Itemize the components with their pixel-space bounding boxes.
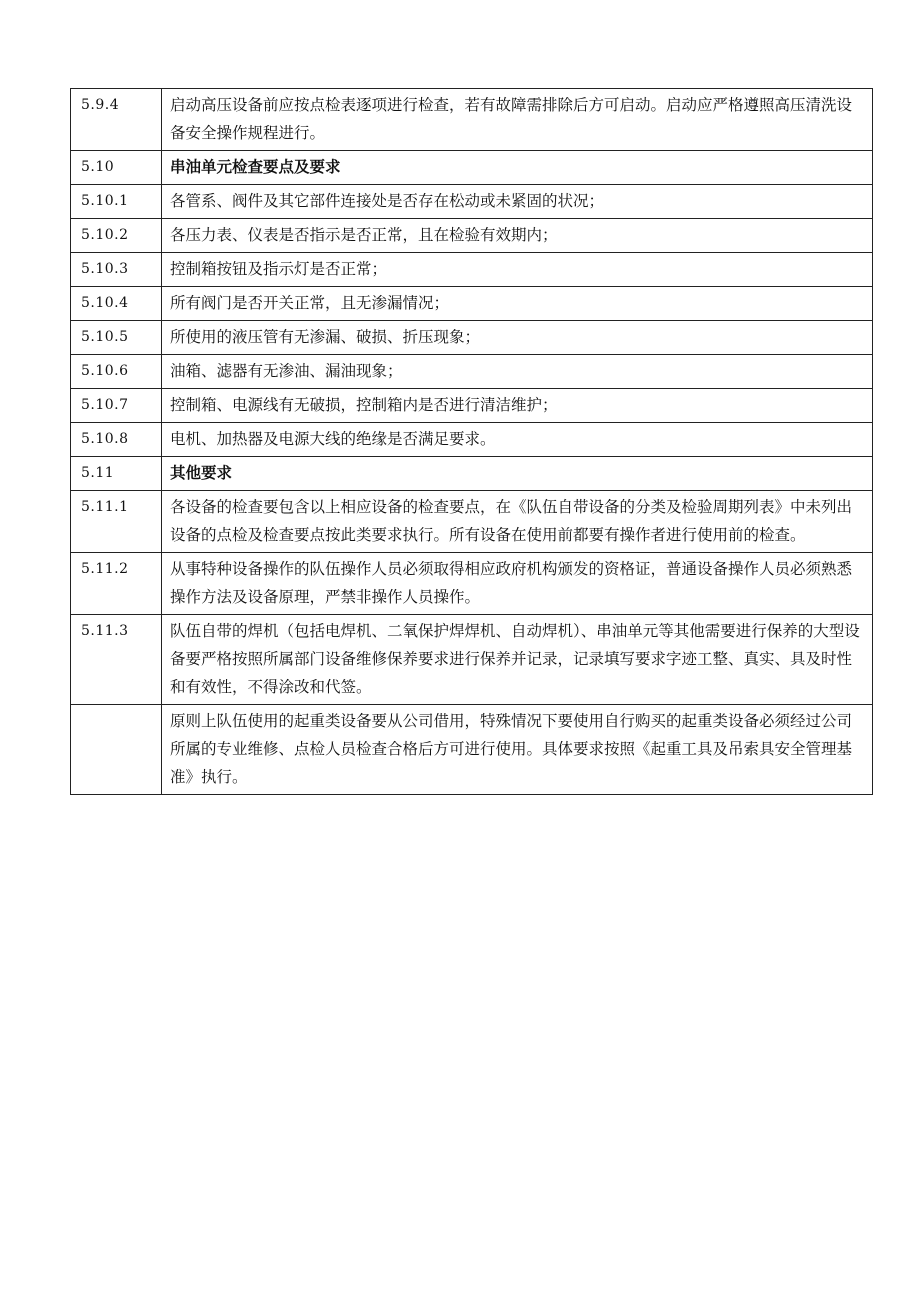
table-row xyxy=(71,457,873,491)
section-text: 原则上队伍使用的起重类设备要从公司借用，特殊情况下要使用自行购买的起重类设备必须经过公司所属的专业维修、点检人员检查合格后方可进行使用。具体要求按照《起重工具及吊索具安全管理基准》执行。 xyxy=(162,705,873,795)
section-text: 各管系、阀件及其它部件连接处是否存在松动或未紧固的状况； xyxy=(162,185,873,219)
requirements-table xyxy=(70,88,873,795)
table-row xyxy=(71,89,873,151)
table-row xyxy=(71,287,873,321)
table-row xyxy=(71,705,873,795)
section-text: 控制箱按钮及指示灯是否正常； xyxy=(162,253,873,287)
section-text: 所使用的液压管有无渗漏、破损、折压现象； xyxy=(162,321,873,355)
section-number: 5.10 xyxy=(71,151,162,185)
section-number: 5.11.2 xyxy=(71,553,162,615)
table-row xyxy=(71,151,873,185)
section-text: 各压力表、仪表是否指示是否正常，且在检验有效期内； xyxy=(162,219,873,253)
section-text: 电机、加热器及电源大线的绝缘是否满足要求。 xyxy=(162,423,873,457)
section-number: 5.10.8 xyxy=(71,423,162,457)
table-row xyxy=(71,321,873,355)
section-text: 各设备的检查要包含以上相应设备的检查要点，在《队伍自带设备的分类及检验周期列表》中未列出设备的点检及检查要点按此类要求执行。所有设备在使用前都要有操作者进行使用前的检查。 xyxy=(162,491,873,553)
section-number: 5.11.3 xyxy=(71,615,162,705)
section-number: 5.10.5 xyxy=(71,321,162,355)
table-row xyxy=(71,491,873,553)
section-number xyxy=(71,705,162,795)
section-number: 5.10.4 xyxy=(71,287,162,321)
table-row xyxy=(71,615,873,705)
section-number: 5.10.7 xyxy=(71,389,162,423)
section-text: 油箱、滤器有无渗油、漏油现象； xyxy=(162,355,873,389)
section-heading: 串油单元检查要点及要求 xyxy=(162,151,873,185)
section-text: 从事特种设备操作的队伍操作人员必须取得相应政府机构颁发的资格证，普通设备操作人员必须熟悉操作方法及设备原理，严禁非操作人员操作。 xyxy=(162,553,873,615)
section-text: 控制箱、电源线有无破损，控制箱内是否进行清洁维护； xyxy=(162,389,873,423)
section-number: 5.10.1 xyxy=(71,185,162,219)
section-number: 5.11.1 xyxy=(71,491,162,553)
table-row xyxy=(71,219,873,253)
table-row xyxy=(71,389,873,423)
section-number: 5.10.2 xyxy=(71,219,162,253)
requirements-table-body xyxy=(71,89,873,795)
section-number: 5.10.3 xyxy=(71,253,162,287)
table-row xyxy=(71,185,873,219)
table-row xyxy=(71,553,873,615)
section-number: 5.10.6 xyxy=(71,355,162,389)
section-heading: 其他要求 xyxy=(162,457,873,491)
table-row xyxy=(71,423,873,457)
section-text: 所有阀门是否开关正常，且无渗漏情况； xyxy=(162,287,873,321)
table-row xyxy=(71,253,873,287)
section-text: 队伍自带的焊机（包括电焊机、二氧保护焊焊机、自动焊机）、串油单元等其他需要进行保养的大型设备要严格按照所属部门设备维修保养要求进行保养并记录，记录填写要求字迹工整、真实、具及时性和有效性，不得涂改和代签。 xyxy=(162,615,873,705)
section-number: 5.9.4 xyxy=(71,89,162,151)
section-text: 启动高压设备前应按点检表逐项进行检查，若有故障需排除后方可启动。启动应严格遵照高压清洗设备安全操作规程进行。 xyxy=(162,89,873,151)
section-number: 5.11 xyxy=(71,457,162,491)
table-row xyxy=(71,355,873,389)
